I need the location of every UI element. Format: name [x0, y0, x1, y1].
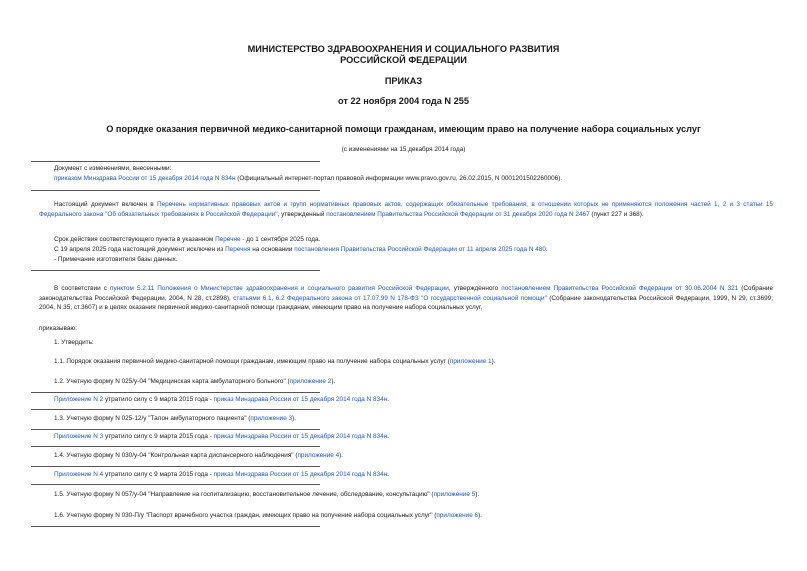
void-note [54, 432, 389, 442]
item-text: 1.5. Учетную форму N 057/у-04 "Направление на госпитализацию, восстановительное лечение, обследование, консультацию" ( [54, 491, 434, 498]
notice-text: (пункт 227 и 368). [589, 210, 644, 218]
exclusion-text: на основании [250, 246, 295, 253]
appendix-4-link[interactable]: Приложение N 4 [54, 471, 104, 478]
exclusion-text: С 19 апреля 2025 года настоящий документ исключен из [54, 246, 226, 253]
item-text: 1.1. Порядок оказания первичной медико-санитарной помощи гражданам, имеющим право на получение набора социальных услуг ( [54, 358, 450, 365]
government-decree-2467-link[interactable]: постановлением Правительства Российской Федерации от 31 декабря 2020 года N 2467 [326, 210, 590, 218]
changes-source: (Официальный интернет-портал правовой информации www.pravo.gov.ru, 26.02.2015, N 0001201502260006). [235, 175, 563, 182]
order-834n-link[interactable]: приказ Минздрава России от 15 декабря 2014 года N 834н [213, 433, 388, 440]
divider [31, 484, 320, 485]
divider [31, 409, 320, 410]
notice-paragraph [39, 200, 773, 219]
void-text: утратило силу с 9 марта 2015 года - [103, 396, 214, 403]
obligatory-requirements-list-link[interactable]: Перечень нормативных правовых актов и групп нормативных правовых актов, содержащих обязательные требования, в отношении которых не применяются положения частей 1, 2 и 3 статьи 15 Федерального закона "Об обязательных требованиях в Российской Федерации" [39, 201, 773, 218]
divider [31, 161, 320, 162]
database-note: - Примечание изготовителя базы данных. [54, 256, 178, 263]
government-decree-480-link[interactable]: постановления Правительства Российской Федерации от 11 апреля 2025 года N 480 [294, 246, 546, 253]
changes-line [54, 174, 562, 184]
item-text: ). [331, 378, 336, 385]
divider [31, 190, 320, 191]
preamble-text: (Собрание законодательства Российской Федерации, 2004, N 28, ст.2898), [39, 285, 774, 302]
void-note [54, 395, 389, 405]
preamble-text: , утвержденного [448, 285, 502, 292]
item-text: ). [475, 491, 480, 498]
divider [31, 429, 320, 430]
divider [31, 392, 320, 393]
item-text: ). [339, 452, 344, 459]
list-item [54, 377, 335, 387]
list-link[interactable]: Перечне [215, 236, 241, 243]
document-type: ПРИКАЗ [384, 76, 423, 86]
appendix-5-link[interactable]: приложение 5 [433, 491, 476, 498]
preamble-text: В соответствии с [54, 285, 111, 292]
list-link[interactable]: Перечня [225, 246, 251, 253]
void-note [54, 470, 389, 480]
appendix-2-link[interactable]: Приложение N 2 [54, 396, 104, 403]
amendments-note: (с изменениями на 15 декабря 2014 года) [341, 146, 466, 153]
item-text: 1.6. Учетную форму N 030-П/у "Паспорт врачебного участка граждан, имеющих право на получение набора социальных услуг" ( [54, 512, 437, 519]
document-date: от 22 ноября 2004 года N 255 [338, 96, 469, 106]
validity-text: - до 1 сентября 2025 года. [240, 236, 321, 243]
appendix-1-link[interactable]: приложение 1 [449, 358, 492, 365]
appendix-3-link[interactable]: Приложение N 3 [54, 433, 104, 440]
void-text: утратило силу с 9 марта 2015 года - [103, 471, 214, 478]
divider [31, 446, 320, 447]
appendix-2-link[interactable]: приложение 2 [289, 378, 332, 385]
government-decree-321-link[interactable]: постановлением Правительства Российской Федерации от 30.06.2004 N 321 [501, 285, 739, 292]
exclusion-text: . [545, 246, 548, 253]
preamble-text: (Собрание законодательства Российской Федерации, 1999, N 29, ст.3699; 2004, N 35, ст.3607) и в целях оказания первичной медико-санитарной помощи гражданам, имеющим право на получение набора социальных услуг, [39, 294, 773, 311]
federal-law-178-link[interactable]: статьями 6.1, 6.2 Федерального закона от 17.07.99 N 178-ФЗ "О государственной социальной помощи" [233, 294, 547, 302]
ministry-line-1: МИНИСТЕРСТВО ЗДРАВООХРАНЕНИЯ И СОЦИАЛЬНОГО РАЗВИТИЯ [247, 44, 560, 54]
list-item [54, 490, 479, 500]
divider [31, 270, 320, 271]
divider [31, 466, 320, 467]
notice-text: Настоящий документ включен в [54, 201, 157, 208]
item-text: 1.3. Учетную форму N 025-12/у "Талон амбулаторного пациента" ( [54, 415, 251, 422]
ministry-regulation-link[interactable]: пунктом 5.2.11 Положения о Министерстве здравоохранения и социального развития Российской Федерации [110, 285, 449, 292]
ministry-line-2: РОССИЙСКОЙ ФЕДЕРАЦИИ [340, 55, 467, 65]
list-item [54, 414, 296, 424]
void-text: . [387, 471, 390, 478]
appendix-6-link[interactable]: приложение 6 [436, 512, 479, 519]
divider [31, 526, 320, 527]
void-text: . [387, 433, 390, 440]
approve-heading: 1. Утвердить: [54, 339, 94, 346]
notice-text: , утвержденный [277, 210, 327, 218]
changes-order-link[interactable]: приказом Минздрава России от 15 декабря 2014 года N 834н [54, 175, 236, 182]
order-834n-link[interactable]: приказ Минздрава России от 15 декабря 2014 года N 834н [213, 471, 388, 478]
changes-intro: Документ с изменениями, внесенными: [54, 165, 172, 172]
list-item [54, 451, 343, 461]
exclusion-line [54, 245, 548, 255]
list-item [54, 357, 495, 367]
item-text: ). [292, 415, 296, 422]
order-834n-link[interactable]: приказ Минздрава России от 15 декабря 2014 года N 834н [213, 396, 388, 403]
item-text: 1.4. Учетную форму N 030/у-04 "Контрольная карта диспансерного наблюдения" ( [54, 452, 298, 459]
appendix-3-link[interactable]: приложение 3 [250, 415, 293, 422]
appendix-4-link[interactable]: приложение 4 [297, 452, 340, 459]
preamble-paragraph [39, 284, 773, 313]
void-text: . [387, 396, 390, 403]
validity-text: Срок действия соответствующего пункта в указанном [54, 236, 216, 243]
item-text: ). [478, 512, 483, 519]
validity-line [54, 235, 320, 245]
document-title: О порядке оказания первичной медико-санитарной помощи гражданам, имеющим право на получение набора социальных услуг [106, 124, 701, 134]
void-text: утратило силу с 9 марта 2015 года - [103, 433, 214, 440]
item-text: 1.2. Учетную форму N 025/у-04 "Медицинская карта амбулаторного больного" ( [54, 378, 290, 385]
item-text: ). [491, 358, 496, 365]
list-item [54, 511, 482, 521]
order-word: приказываю: [39, 325, 77, 332]
